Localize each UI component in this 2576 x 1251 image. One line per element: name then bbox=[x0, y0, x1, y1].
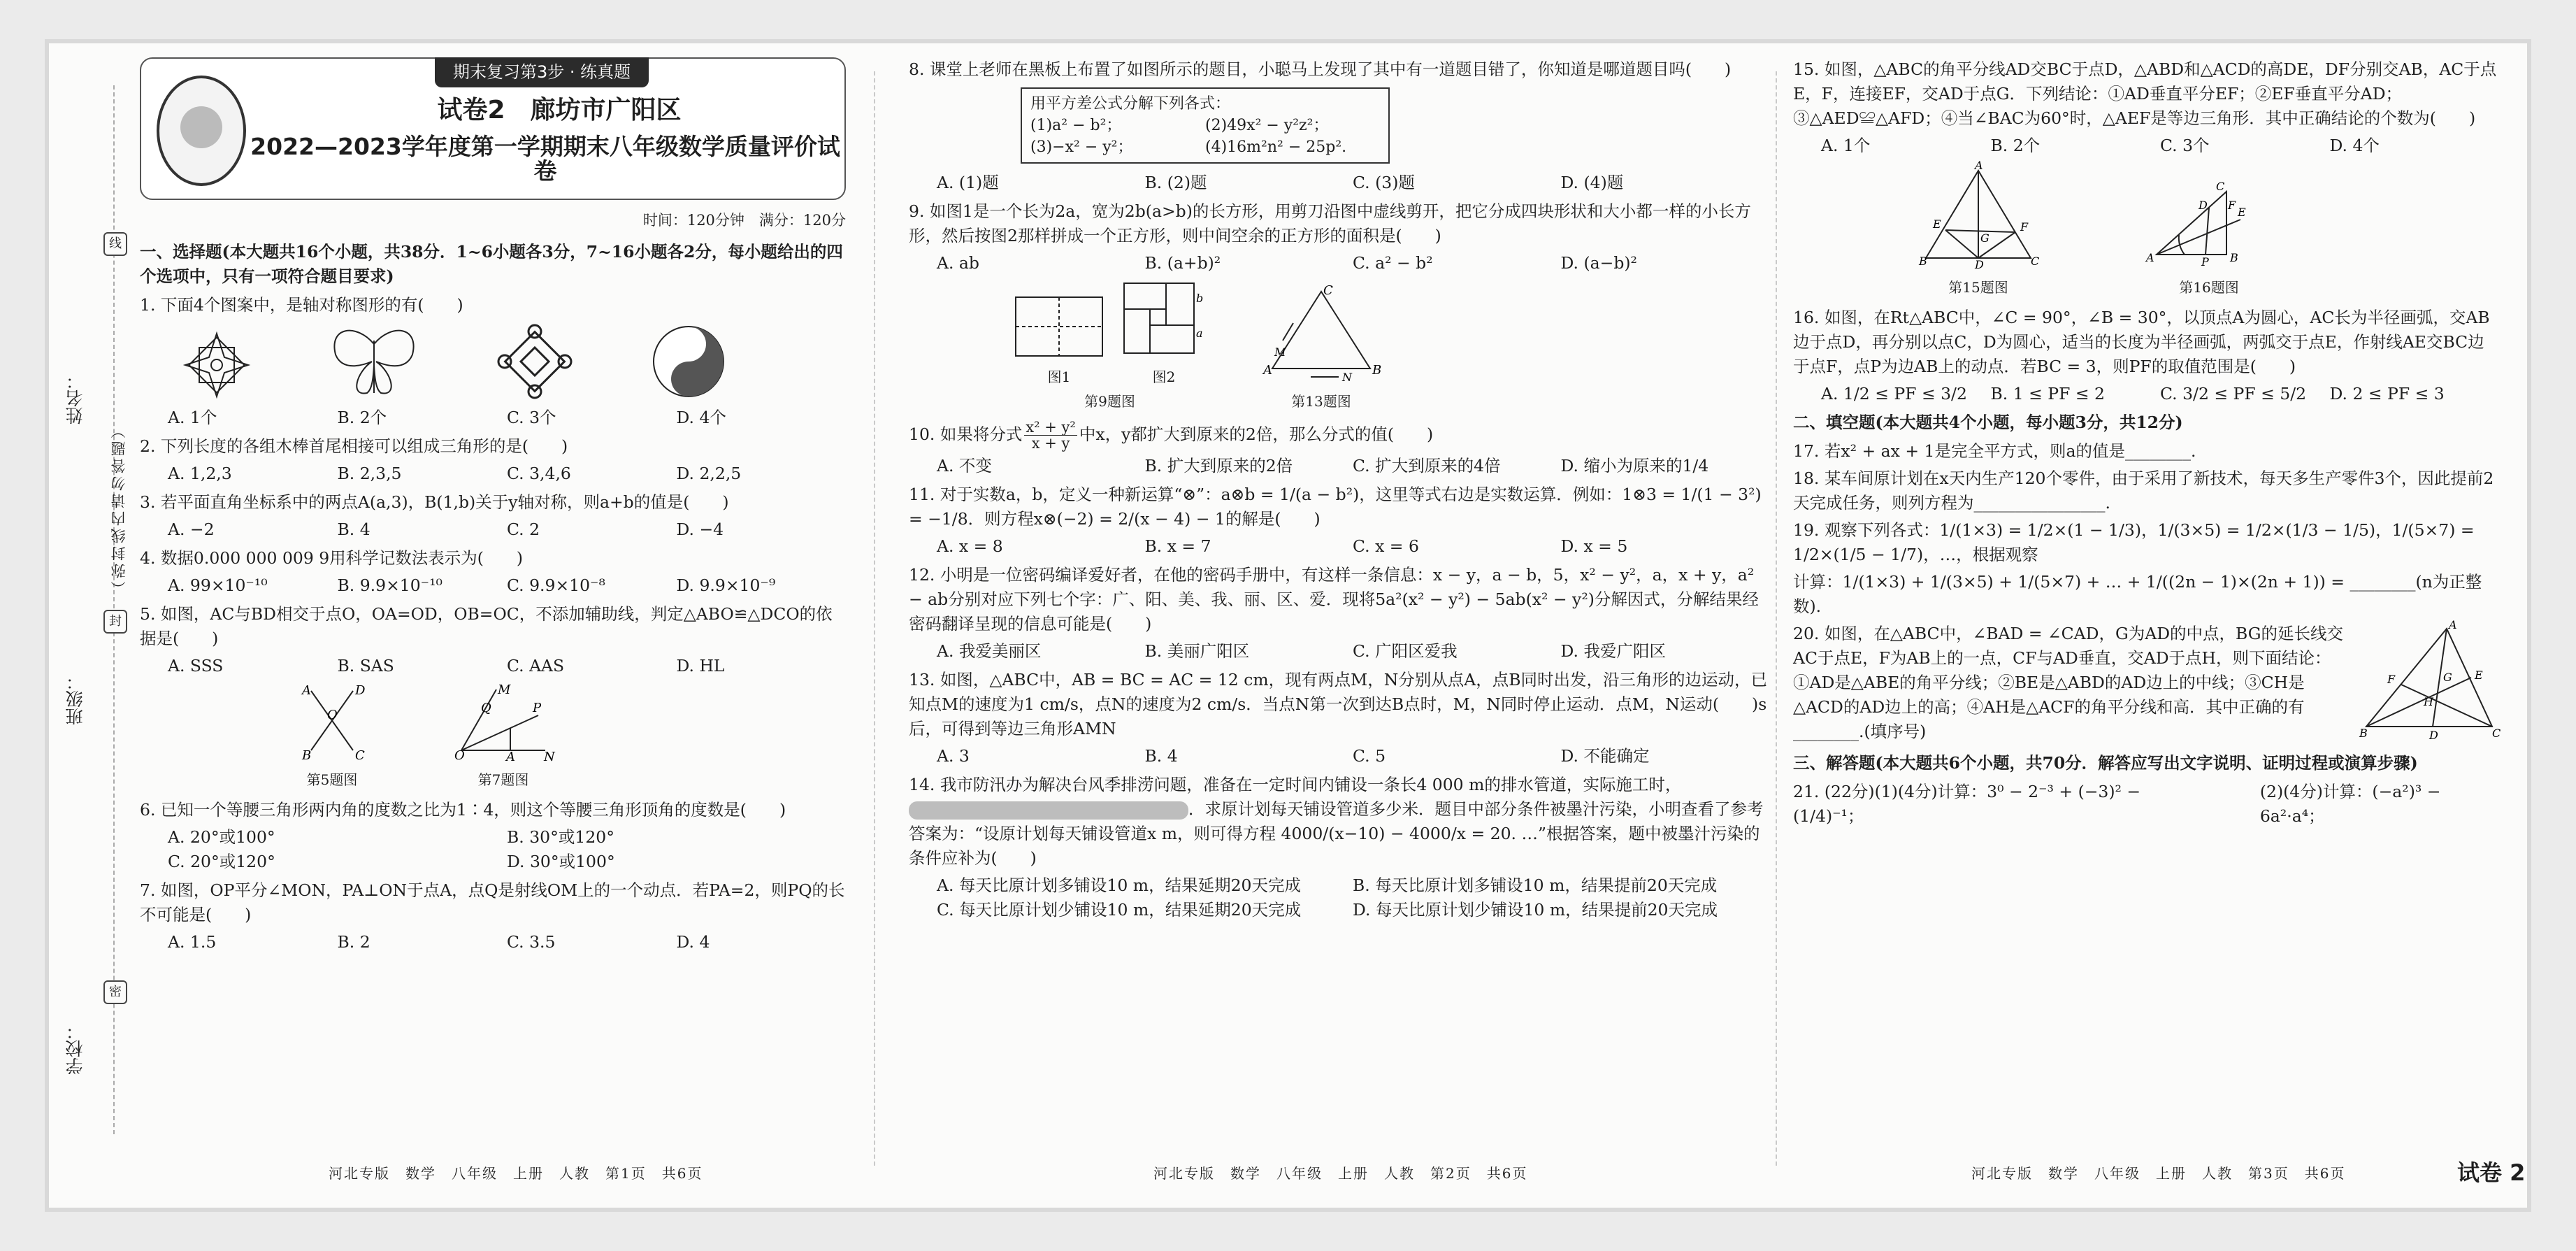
svg-text:F: F bbox=[2387, 673, 2396, 686]
svg-text:A: A bbox=[2449, 618, 2457, 631]
option[interactable]: C. AAS bbox=[507, 656, 565, 675]
option[interactable]: D. (4)题 bbox=[1560, 173, 1624, 192]
option[interactable]: A. 99×10⁻¹⁰ bbox=[168, 576, 268, 595]
question-11: 11. 对于实数a，b，定义一种新运算“⊗”：a⊗b = 1/(a − b²)，这里等式右边是实数运算．例如：1⊗3 = 1/(1 − 3²) = −1/8．则方程x⊗(−2) = 2/(x − 4) − 1的解是( ) bbox=[909, 485, 1762, 529]
box-item: (1)a² − b²； bbox=[1030, 117, 1122, 134]
option[interactable]: D. 不能确定 bbox=[1560, 746, 1650, 766]
q11-options bbox=[937, 534, 1769, 559]
q9-q13-figures bbox=[1014, 281, 1769, 414]
svg-text:E: E bbox=[2238, 206, 2246, 219]
name-label: 姓名： bbox=[65, 372, 85, 424]
svg-text:C: C bbox=[2492, 727, 2501, 740]
option[interactable]: D. 4个 bbox=[676, 408, 726, 427]
option[interactable]: B. SAS bbox=[337, 656, 394, 675]
svg-text:B: B bbox=[2359, 727, 2368, 740]
question-16: 16. 如图，在Rt△ABC中，∠C = 90°，∠B = 30°，以顶点A为圆心，AC长为半径画弧，交AB边于点D，再分别以点C，D为圆心，适当的长度为半径画弧，两弧交于点E，作射线AE交BC边于点F，点P为边AB上的动点．若BC = 3，则PF的取值范围是( ) bbox=[1793, 308, 2490, 376]
svg-text:M: M bbox=[1274, 345, 1286, 359]
option[interactable]: C. 2 bbox=[507, 520, 540, 539]
option[interactable]: B. 2 bbox=[337, 932, 370, 952]
option[interactable]: C. 3个 bbox=[507, 408, 556, 427]
time-score: 时间：120分钟 满分：120分 bbox=[642, 212, 846, 229]
figure-q16 bbox=[2143, 178, 2275, 300]
svg-text:B: B bbox=[1372, 363, 1382, 378]
rectangle-figure-1 bbox=[1014, 295, 1104, 358]
svg-text:C: C bbox=[355, 748, 365, 763]
option[interactable]: C. 5 bbox=[1353, 746, 1386, 766]
option[interactable]: C. x = 6 bbox=[1353, 536, 1419, 556]
option[interactable]: D. 2,2,5 bbox=[676, 464, 742, 483]
option[interactable]: A. 3 bbox=[937, 746, 970, 766]
section-heading: 二、填空题(本大题共4个小题，每小题3分，共12分) bbox=[1793, 413, 2183, 432]
option[interactable]: D. 2 ≤ PF ≤ 3 bbox=[2329, 384, 2445, 403]
q6-options bbox=[168, 825, 846, 874]
svg-text:P: P bbox=[533, 701, 542, 715]
option[interactable]: B. 9.9×10⁻¹⁰ bbox=[337, 576, 442, 595]
svg-text:D: D bbox=[1975, 258, 1984, 271]
option[interactable]: A. 我爱美丽区 bbox=[937, 641, 1042, 661]
question-13: 13. 如图，△ABC中，AB = BC = AC = 12 cm，现有两点M，N分别从点A，点B同时出发，沿三角形的边运动，已知点M的速度为1 cm/s，点N的速度为2 cm/s．当点N第一次到达B点时，M，N同时停止运动．点M，N运动( )s后，可得到等边三角形AMN bbox=[909, 670, 1768, 738]
figure-caption: 第15题图 bbox=[1948, 279, 2008, 296]
option[interactable]: A. 1,2,3 bbox=[168, 464, 232, 483]
option[interactable]: B. (a+b)² bbox=[1144, 253, 1221, 273]
page-footer: 河北专版 数学 八年级 上册 人教 第2页 共6页 bbox=[1153, 1165, 1528, 1182]
svg-text:A: A bbox=[2146, 251, 2154, 264]
option[interactable]: C. 3.5 bbox=[507, 932, 556, 952]
svg-text:F: F bbox=[2228, 199, 2236, 212]
page-2-column bbox=[909, 57, 1769, 1159]
option[interactable]: C. (3)题 bbox=[1353, 173, 1415, 192]
svg-text:C: C bbox=[2031, 255, 2040, 268]
chinese-knot-figure bbox=[496, 323, 573, 400]
question-15: 15. 如图，△ABC的角平分线AD交BC于点D，△ABD和△ACD的高DE，DF分别交AB，AC于点E，F，连接EF，交AD于点G．下列结论：①AD垂直平分EF；②EF垂直平分AD；③△AED≌△AFD；④当∠BAC为60°时，△AEF是等边三角形．其中正确结论的个数为( ) bbox=[1793, 59, 2497, 128]
figure-q5 bbox=[301, 684, 364, 792]
figure-caption: 第5题图 bbox=[306, 771, 358, 788]
svg-text:Q: Q bbox=[481, 701, 491, 715]
figure-caption: 第16题图 bbox=[2179, 279, 2239, 296]
question-5: 5. 如图，AC与BD相交于点O，OA=OD，OB=OC，不添加辅助线，判定△ABO≌△DCO的依据是( ) bbox=[140, 604, 833, 648]
question-6: 6. 已知一个等腰三角形两内角的度数之比为1∶4，则这个等腰三角形顶角的度数是( ) bbox=[140, 800, 786, 820]
column-divider bbox=[874, 71, 875, 1166]
svg-text:A: A bbox=[506, 750, 515, 764]
option[interactable]: A. x = 8 bbox=[937, 536, 1003, 556]
svg-text:A: A bbox=[1975, 159, 1983, 172]
square-figure-2 bbox=[1122, 281, 1206, 358]
blackboard-problem-box bbox=[1021, 87, 1390, 164]
option[interactable]: D. 每天比原计划少铺设10 m，结果提前20天完成 bbox=[1353, 900, 1718, 920]
option[interactable]: C. 20°或120° bbox=[168, 852, 275, 871]
numerator: x² + y² bbox=[1026, 419, 1076, 436]
question-20-block bbox=[1793, 618, 2501, 747]
q12-options bbox=[937, 639, 1769, 664]
option[interactable]: D. −4 bbox=[676, 520, 724, 539]
option[interactable]: C. 广阳区爱我 bbox=[1353, 641, 1458, 661]
option[interactable]: C. 3/2 ≤ PF ≤ 5/2 bbox=[2160, 384, 2307, 403]
question-10 bbox=[909, 420, 1769, 451]
q10-stem: 10. 如果将分式 bbox=[909, 424, 1023, 444]
svg-text:O: O bbox=[454, 748, 465, 763]
q5-options bbox=[168, 654, 846, 678]
option[interactable]: C. 3个 bbox=[2160, 136, 2210, 155]
svg-text:N: N bbox=[1342, 371, 1352, 384]
svg-text:N: N bbox=[544, 750, 555, 764]
option[interactable]: A. 1个 bbox=[168, 408, 217, 427]
question-9: 9. 如图1是一个长为2a，宽为2b(a>b)的长方形，用剪刀沿图中虚线剪开，把它分成四块形状和大小都一样的小长方形，然后按图2那样拼成一个正方形，则中间空余的正方形的面积是( ) bbox=[909, 201, 1751, 245]
figure-caption: 图2 bbox=[1152, 369, 1176, 385]
q4-options bbox=[168, 573, 846, 598]
option[interactable]: A. (1)题 bbox=[937, 173, 999, 192]
option[interactable]: A. −2 bbox=[168, 520, 215, 539]
option[interactable]: D. 我爱广阳区 bbox=[1560, 641, 1666, 661]
page-3-column bbox=[1793, 57, 2499, 1159]
section-heading: 三、解答题(本大题共6个小题，共70分．解答应写出文字说明、证明过程或演算步骤) bbox=[1793, 753, 2418, 773]
svg-text:b: b bbox=[1196, 292, 1204, 305]
q8-options bbox=[937, 171, 1769, 195]
option[interactable]: B. 美丽广阳区 bbox=[1144, 641, 1250, 661]
option[interactable]: B. 2个 bbox=[337, 408, 387, 427]
svg-text:G: G bbox=[1980, 231, 1989, 245]
figure-caption: 第9题图 bbox=[1084, 393, 1135, 410]
question-17: 17. 若x² + ax + 1是完全平方式，则a的值是________. bbox=[1793, 441, 2196, 461]
crossing-segments-diagram bbox=[301, 684, 364, 761]
option[interactable]: B. (2)题 bbox=[1144, 173, 1207, 192]
q2-options bbox=[168, 462, 846, 486]
option[interactable]: D. 4个 bbox=[2329, 136, 2380, 155]
section-heading: 一、选择题(本大题共16个小题，共38分．1~6小题各3分，7~16小题各2分，每小题给出的四个选项中，只有一项符合题目要求) bbox=[140, 242, 843, 286]
svg-text:B: B bbox=[1919, 255, 1927, 268]
question-7: 7. 如图，OP平分∠MON，PA⊥ON于点A，点Q是射线OM上的一个动点．若PA=2，则PQ的长不可能是( ) bbox=[140, 880, 845, 924]
option[interactable]: D. HL bbox=[676, 656, 725, 675]
option[interactable]: C. 9.9×10⁻⁸ bbox=[507, 576, 605, 595]
angle-bisector-triangle-diagram bbox=[1919, 159, 2040, 271]
q21-part-1: 21. (22分)(1)(4分)计算：3⁰ − 2⁻³ + (−3)² − (1/4)⁻¹； bbox=[1793, 782, 2141, 826]
exam-header bbox=[140, 57, 846, 200]
svg-text:a: a bbox=[1196, 327, 1203, 340]
option[interactable]: B. x = 7 bbox=[1144, 536, 1211, 556]
binding-note: （弥封线内请勿答题） bbox=[110, 421, 127, 596]
question-19-calc: 计算：1/(1×3) + 1/(3×5) + 1/(5×7) + … + 1/((2n − 1)×(2n + 1)) = ________(n为正整数). bbox=[1793, 572, 2482, 616]
question-21 bbox=[1793, 780, 2499, 829]
svg-text:A: A bbox=[1263, 363, 1272, 378]
ink-smudge bbox=[909, 801, 1188, 820]
q5-q7-figures bbox=[301, 684, 846, 792]
seal-mark: 线 bbox=[103, 232, 127, 256]
svg-text:C: C bbox=[1323, 283, 1333, 298]
svg-text:H: H bbox=[2424, 695, 2433, 708]
box-title: 用平方差公式分解下列各式： bbox=[1030, 95, 1231, 113]
question-20: 20. 如图，在△ABC中，∠BAD = ∠CAD，G为AD的中点，BG的延长线交AC于点E，F为AB上的一点，CF与AD垂直，交AD于点H，则下面结论：①AD是△ABE的角平分线；②BE是△ABD的AD边上的中线；③CH是△ACD的AD边上的高；④AH是△ACF的角平分线和高．其中正确的有________.(填序号) bbox=[1793, 624, 2344, 741]
q15-options bbox=[1821, 134, 2499, 158]
star-pattern-figure bbox=[182, 330, 252, 400]
option[interactable]: B. 30°或120° bbox=[507, 827, 614, 847]
option[interactable]: B. 4 bbox=[1144, 746, 1178, 766]
option[interactable]: A. 每天比原计划多铺设10 m，结果延期20天完成 bbox=[937, 875, 1301, 895]
option[interactable]: B. 1 ≤ PF ≤ 2 bbox=[1990, 384, 2105, 403]
denominator: x + y bbox=[1031, 435, 1070, 452]
box-item: (2)49x² − y²z²； bbox=[1205, 117, 1329, 134]
option[interactable]: A. 1.5 bbox=[168, 932, 217, 952]
option[interactable]: A. 1个 bbox=[1821, 136, 1871, 155]
seal-mark: 封 bbox=[103, 610, 127, 634]
equilateral-triangle-diagram bbox=[1262, 285, 1381, 383]
page-footer: 河北专版 数学 八年级 上册 人教 第3页 共6页 bbox=[1971, 1165, 2346, 1182]
option[interactable]: B. 2,3,5 bbox=[337, 464, 402, 483]
option[interactable]: B. 4 bbox=[337, 520, 370, 539]
figure-q15 bbox=[1919, 159, 2040, 300]
option[interactable]: B. 扩大到原来的2倍 bbox=[1144, 456, 1293, 476]
question-3: 3. 若平面直角坐标系中的两点A(a,3)，B(1,b)关于y轴对称，则a+b的值是( ) bbox=[140, 492, 729, 512]
svg-text:G: G bbox=[2443, 671, 2452, 684]
q14-stem-end: ．求原计划每天铺设管道多少米．题目中部分条件被墨汁污染，小明查看了参考答案为：“设原计划每天铺设管道x m，则可得方程 4000/(x−10) − 4000/x = 20. …”根据答案，题中被墨汁污染的条件应补为( ) bbox=[909, 799, 1764, 868]
angle-bisector-diagram bbox=[454, 682, 555, 764]
svg-text:C: C bbox=[2216, 180, 2225, 193]
page-footer: 河北专版 数学 八年级 上册 人教 第1页 共6页 bbox=[329, 1165, 703, 1182]
page-1-column bbox=[140, 57, 846, 1159]
option[interactable]: D. (a−b)² bbox=[1560, 253, 1637, 273]
q21-part-2: (2)(4分)计算：(−a²)³ − 6a²·a⁴； bbox=[2259, 782, 2441, 826]
school-label: 学校： bbox=[65, 1022, 85, 1075]
figure-caption: 图1 bbox=[1047, 369, 1071, 385]
figure-q13 bbox=[1262, 285, 1381, 414]
svg-text:D: D bbox=[2199, 199, 2208, 212]
svg-text:D: D bbox=[355, 683, 366, 698]
svg-text:B: B bbox=[302, 748, 312, 763]
q14-options bbox=[937, 873, 1769, 922]
svg-text:E: E bbox=[2475, 669, 2483, 682]
right-triangle-construction-diagram bbox=[2143, 178, 2275, 269]
option[interactable]: C. 3,4,6 bbox=[507, 464, 571, 483]
class-label: 班级： bbox=[65, 673, 85, 725]
option[interactable]: A. 不变 bbox=[937, 456, 992, 476]
binding-strip bbox=[49, 43, 133, 1162]
option[interactable]: D. 9.9×10⁻⁹ bbox=[676, 576, 776, 595]
option[interactable]: D. 30°或100° bbox=[507, 852, 615, 871]
figure-q9 bbox=[1014, 281, 1206, 414]
question-12: 12. 小明是一位密码编译爱好者，在他的密码手册中，有这样一条信息：x − y，a − b，5，x² − y²，a，x + y，a² − ab分别对应下列七个字：广、阳、美、我、丽、区、爱．现将5a²(x² − y²) − 5ab(x² − y²)分解因式，分解结果经密码翻译呈现的信息可能是( ) bbox=[909, 565, 1759, 634]
svg-text:O: O bbox=[327, 708, 338, 722]
fraction bbox=[1024, 420, 1077, 451]
question-4: 4. 数据0.000 000 009 9用科学记数法表示为( ) bbox=[140, 548, 524, 568]
svg-text:D: D bbox=[2429, 729, 2438, 742]
box-item: (4)16m²n² − 25p². bbox=[1205, 138, 1347, 156]
option[interactable]: B. 2个 bbox=[1990, 136, 2041, 155]
q3-options bbox=[168, 517, 846, 542]
figure-caption: 第13题图 bbox=[1291, 393, 1351, 410]
exam-subtitle: 2022—2023学年度第一学期期末八年级数学质量评价试卷 bbox=[250, 133, 840, 185]
question-1: 1. 下面4个图案中，是轴对称图形的有( ) bbox=[140, 295, 463, 315]
q9-options bbox=[937, 251, 1769, 276]
q14-stem-start: 14. 我市防汛办为解决台风季排涝问题，准备在一定时间内铺设一条长4 000 m的排水管道，实际施工时， bbox=[909, 775, 1682, 794]
q16-options bbox=[1821, 382, 2499, 406]
butterfly-figure bbox=[329, 323, 419, 400]
q13-options bbox=[937, 744, 1769, 769]
figure-q7 bbox=[454, 682, 555, 792]
seal-mark: 密 bbox=[103, 980, 127, 1004]
svg-text:E: E bbox=[1933, 217, 1941, 231]
question-2: 2. 下列长度的各组木棒首尾相接可以组成三角形的是( ) bbox=[140, 436, 568, 456]
q1-options bbox=[168, 406, 846, 430]
column-divider bbox=[1776, 71, 1777, 1166]
question-18: 18. 某车间原计划在x天内生产120个零件，由于采用了新技术，每天多生产零件3个，因此提前2天完成任务，则列方程为________________. bbox=[1793, 469, 2494, 513]
q10-options bbox=[937, 454, 1769, 478]
option[interactable]: A. ab bbox=[937, 253, 979, 273]
svg-text:A: A bbox=[302, 683, 311, 698]
q20-triangle-diagram bbox=[2359, 618, 2501, 742]
option[interactable]: A. 20°或100° bbox=[168, 827, 275, 847]
option[interactable]: D. 缩小为原来的1/4 bbox=[1560, 456, 1709, 476]
option[interactable]: A. SSS bbox=[168, 656, 224, 675]
q1-figures bbox=[182, 323, 846, 400]
box-item: (3)−x² − y²； bbox=[1030, 138, 1133, 156]
q15-q16-figures bbox=[1919, 159, 2499, 300]
question-8: 8. 课堂上老师在黑板上布置了如图所示的题目，小聪马上发现了其中有一道题目错了，你知道是哪道题目吗( ) bbox=[909, 59, 1732, 79]
option[interactable]: D. 4 bbox=[676, 932, 710, 952]
question-14 bbox=[909, 773, 1769, 871]
svg-text:M: M bbox=[498, 682, 511, 697]
question-19: 19. 观察下列各式：1/(1×3) = 1/2×(1 − 1/3)，1/(3×5) = 1/2×(1/3 − 1/5)，1/(5×7) = 1/2×(1/5 − 1/7)，…，根据观察 bbox=[1793, 520, 2475, 564]
figure-caption: 第7题图 bbox=[477, 771, 529, 788]
svg-text:F: F bbox=[2020, 220, 2029, 234]
publisher-logo bbox=[157, 76, 246, 186]
q7-options bbox=[168, 930, 846, 955]
exam-sheet bbox=[49, 43, 2527, 1208]
option[interactable]: D. x = 5 bbox=[1560, 536, 1628, 556]
option[interactable]: C. 扩大到原来的4倍 bbox=[1353, 456, 1501, 476]
option[interactable]: A. 1/2 ≤ PF ≤ 3/2 bbox=[1821, 384, 1967, 403]
q10-stem-end: 中x，y都扩大到原来的2倍，那么分式的值( ) bbox=[1079, 424, 1434, 444]
yin-yang-figure bbox=[650, 323, 727, 400]
option[interactable]: C. 每天比原计划少铺设10 m，结果延期20天完成 bbox=[937, 900, 1302, 920]
exam-title: 试卷2 廊坊市广阳区 bbox=[437, 96, 682, 124]
option[interactable]: C. a² − b² bbox=[1353, 253, 1433, 273]
review-badge: 期末复习第3步 · 练真题 bbox=[435, 57, 649, 87]
svg-text:B: B bbox=[2230, 251, 2238, 264]
option[interactable]: B. 每天比原计划多铺设10 m，结果提前20天完成 bbox=[1353, 875, 1718, 895]
svg-text:P: P bbox=[2201, 255, 2209, 269]
page-label: 试卷 2 bbox=[2457, 1159, 2526, 1186]
